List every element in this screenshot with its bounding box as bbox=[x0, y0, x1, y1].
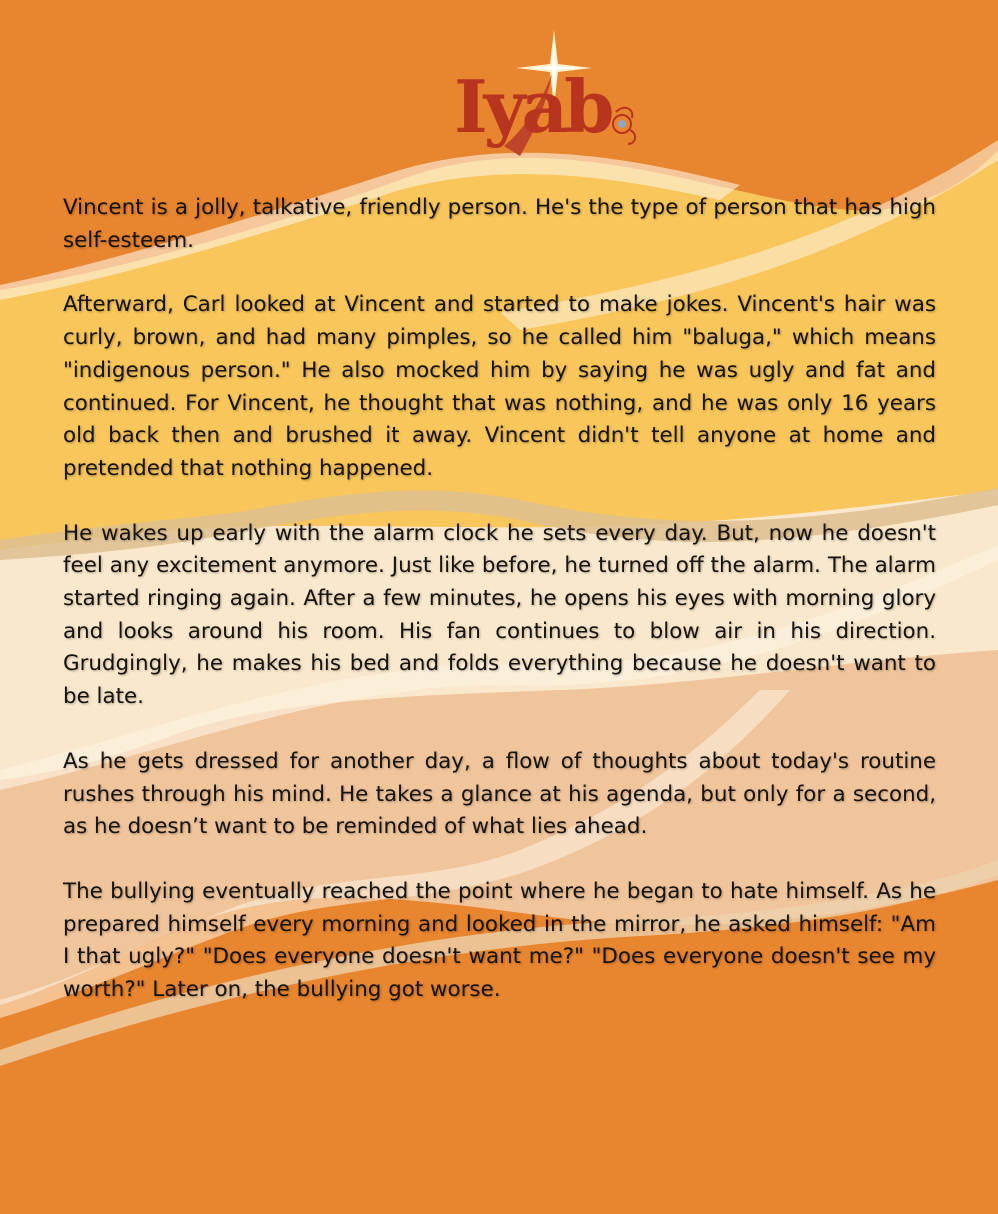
paragraph-intro: Vincent is a jolly, talkative, friendly person. He's the type of person that has high self-esteem. bbox=[63, 195, 936, 253]
paragraph-self-doubt: The bullying eventually reached the point where he began to hate himself. As he prepared himself every morning and looked in the mirror, he asked himself: "Am I that ugly?" "Does everyone doesn't want me?" "Does everyone doesn't see my worth?" Later on, the bullying got worse. bbox=[63, 878, 936, 1003]
paragraph-bullying-begins: Afterward, Carl looked at Vincent and started to make jokes. Vincent's hair was curly, brown, and had many pimples, so he called him "baluga," which means "indigenous person." He also mocked him by saying he was ugly and fat and continued. For Vincent, he thought that was nothing, and he was only 16 years old back then and brushed it away. Vincent didn't tell anyone at home and pretended that nothing happened. bbox=[63, 292, 936, 481]
logo-text: Iyab bbox=[454, 64, 611, 149]
story-text bbox=[63, 192, 936, 1039]
flower-ornament-icon bbox=[613, 108, 635, 144]
iyab-logo bbox=[446, 28, 646, 168]
paragraph-morning-routine: He wakes up early with the alarm clock he sets every day. But, now he doesn't feel any excitement anymore. Just like before, he turned off the alarm. The alarm started ringing again. After a few minutes, he opens his eyes with morning glory and looks around his room. His fan continues to blow air in his direction. Grudgingly, he makes his bed and folds everything because he doesn't want to be late. bbox=[63, 520, 936, 710]
paragraph-getting-dressed: As he gets dressed for another day, a flow of thoughts about today's routine rushes through his mind. He takes a glance at his agenda, but only for a second, as he doesn’t want to be reminded of what lies ahead. bbox=[63, 748, 936, 840]
